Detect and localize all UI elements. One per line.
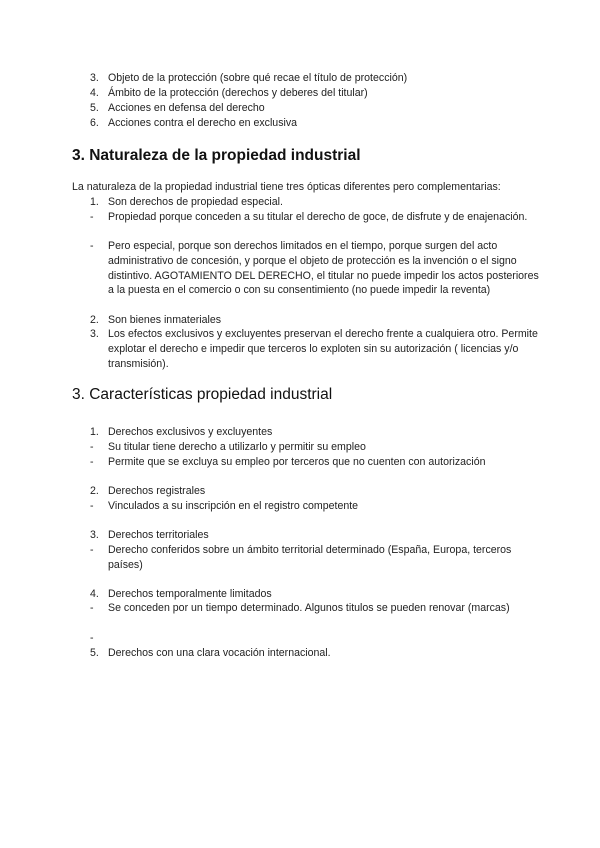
list-item xyxy=(90,71,540,86)
list-marker: 3. xyxy=(90,328,99,340)
list-text: Su titular tiene derecho a utilizarlo y permitir su empleo xyxy=(108,441,366,453)
list-marker: - xyxy=(90,500,94,512)
list-item xyxy=(90,528,540,543)
list-marker: - xyxy=(90,456,94,468)
list-item xyxy=(90,499,540,514)
list-item xyxy=(90,587,540,602)
list-marker: 4. xyxy=(90,87,99,99)
list-item xyxy=(90,646,540,661)
list-marker: - xyxy=(90,441,94,453)
list-text: Vinculados a su inscripción en el registro competente xyxy=(108,500,359,512)
list-marker: 3. xyxy=(90,72,99,84)
list-text: Derechos temporalmente limitados xyxy=(108,588,272,600)
list-item xyxy=(90,210,540,225)
list-text: Derechos exclusivos y excluyentes xyxy=(108,426,273,438)
list-item xyxy=(90,601,540,616)
list-text: Son bienes inmateriales xyxy=(108,314,222,326)
list-item xyxy=(90,455,540,470)
list-item xyxy=(90,313,540,328)
list-marker: - xyxy=(90,211,94,223)
section-intro: La naturaleza de la propiedad industrial tiene tres ópticas diferentes pero complementarias: xyxy=(72,181,501,193)
list-marker: - xyxy=(90,602,94,614)
list-text: Ámbito de la protección (derechos y deberes del titular) xyxy=(108,87,368,99)
list-text: Acciones contra el derecho en exclusiva xyxy=(108,117,298,129)
list-item xyxy=(90,327,540,371)
list-text: Objeto de la protección (sobre qué recae el título de protección) xyxy=(108,72,408,84)
list-text: Se conceden por un tiempo determinado. Algunos titulos se pueden renovar (marcas) xyxy=(108,602,510,614)
list-item xyxy=(90,239,540,298)
list-text: Son derechos de propiedad especial. xyxy=(108,196,283,208)
list-text: Los efectos exclusivos y excluyentes preservan el derecho frente a cualquiera otro. Permite explotar el derecho e impedir que terceros lo exploten sin su autorización ( licencias y/o transmisión). xyxy=(108,328,538,370)
section-heading-naturaleza: 3. Naturaleza de la propiedad industrial xyxy=(72,147,361,164)
list-marker: 2. xyxy=(90,314,99,326)
list-marker: 2. xyxy=(90,485,99,497)
list-text: Propiedad porque conceden a su titular el derecho de goce, de disfrute y de enajenación. xyxy=(108,211,528,223)
list-item xyxy=(90,86,540,101)
list-item xyxy=(90,101,540,116)
list-marker: 1. xyxy=(90,196,99,208)
list-text: Acciones en defensa del derecho xyxy=(108,102,265,114)
section-heading-caracteristicas: 3. Características propiedad industrial xyxy=(72,386,333,403)
list-marker: 1. xyxy=(90,426,99,438)
list-item xyxy=(90,116,540,131)
list-item xyxy=(90,484,540,499)
list-marker: 4. xyxy=(90,588,99,600)
list-text: Derecho conferidos sobre un ámbito territorial determinado (España, Europa, terceros países) xyxy=(108,544,512,571)
list-marker: 3. xyxy=(90,529,99,541)
list-text: Derechos territoriales xyxy=(108,529,209,541)
list-marker: 5. xyxy=(90,102,99,114)
list-text: Pero especial, porque son derechos limitados en el tiempo, porque surgen del acto administrativo de concesión, y porque el objeto de protección es la invención o el signo distintivo. AGOTAMIENTO DEL DERECHO, el titular no puede impedir los actos posteriores a la puesta en el comercio o con su consentimiento (no puede impedir la reventa) xyxy=(108,240,539,297)
list-text: Derechos con una clara vocación internacional. xyxy=(108,647,331,659)
list-item xyxy=(90,543,540,573)
list-text: Permite que se excluya su empleo por terceros que no cuenten con autorización xyxy=(108,456,486,468)
list-marker: - xyxy=(90,544,94,556)
list-item xyxy=(90,425,540,440)
list-item xyxy=(90,440,540,455)
list-marker: - xyxy=(90,240,94,252)
list-marker: - xyxy=(90,632,94,644)
list-marker: 5. xyxy=(90,647,99,659)
list-item xyxy=(90,195,540,210)
list-marker: 6. xyxy=(90,117,99,129)
list-text: Derechos registrales xyxy=(108,485,206,497)
